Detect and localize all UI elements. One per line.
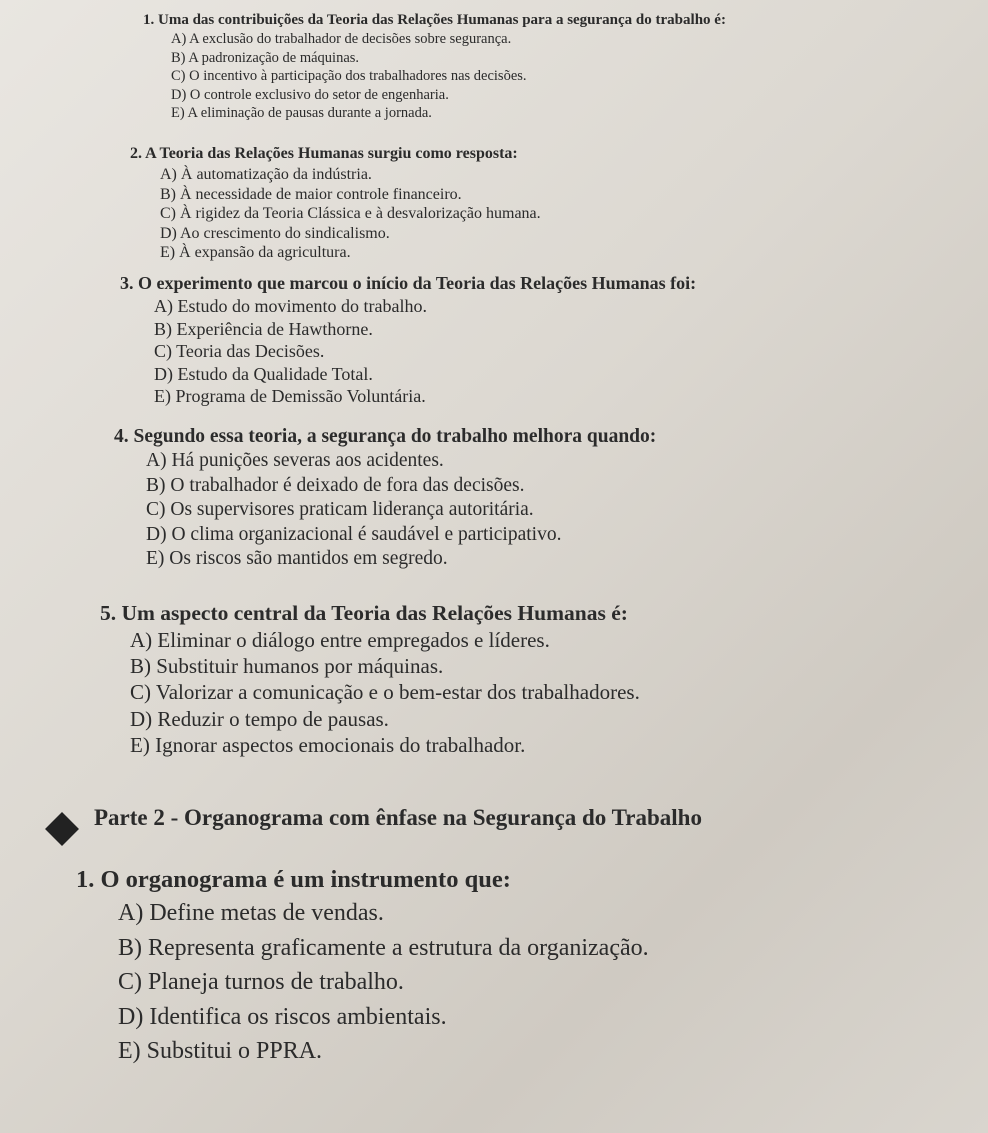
question-1 <box>143 10 726 123</box>
answer-options <box>171 30 726 123</box>
answer-option-b: B) Representa graficamente a estrutura da organização. <box>118 934 649 961</box>
answer-options <box>146 449 656 572</box>
question-stem: 4. Segundo essa teoria, a segurança do trabalho melhora quando: <box>114 426 657 447</box>
answer-option-d: D) O controle exclusivo do setor de engenharia. <box>171 86 449 103</box>
question-stem: 2. A Teoria das Relações Humanas surgiu como resposta: <box>130 145 518 162</box>
part-2-question-1 <box>76 864 649 1069</box>
answer-option-e: E) Ignorar aspectos emocionais do trabalhador. <box>130 732 526 757</box>
answer-option-c: C) Planeja turnos de trabalho. <box>118 969 404 995</box>
question-stem: 1. O organograma é um instrumento que: <box>76 866 511 893</box>
answer-option-e: E) A eliminação de pausas durante a jornada. <box>171 105 432 121</box>
answer-option-b: B) O trabalhador é deixado de fora das decisões. <box>146 474 525 496</box>
section-header-part-2 <box>42 795 702 841</box>
answer-option-c: C) Valorizar a comunicação e o bem-estar dos trabalhadores. <box>130 680 640 705</box>
answer-option-c: C) Teoria das Decisões. <box>154 341 325 362</box>
answer-option-a: A) Estudo do movimento do trabalho. <box>154 296 427 316</box>
question-stem: 5. Um aspecto central da Teoria das Relações Humanas é: <box>100 601 628 625</box>
answer-option-c: C) O incentivo à participação dos trabalhadores nas decisões. <box>171 68 527 84</box>
question-stem: 3. O experimento que marcou o início da Teoria das Relações Humanas foi: <box>120 273 697 293</box>
question-4 <box>114 424 656 572</box>
answer-option-d: D) Identifica os riscos ambientais. <box>118 1003 447 1030</box>
answer-option-a: A) À automatização da indústria. <box>160 166 372 183</box>
answer-option-a: A) A exclusão do trabalhador de decisões sobre segurança. <box>171 31 512 47</box>
answer-options <box>118 896 649 1069</box>
answer-option-e: E) Os riscos são mantidos em segredo. <box>146 548 448 570</box>
answer-option-b: B) Experiência de Hawthorne. <box>154 318 373 339</box>
section-title: Parte 2 - Organograma com ênfase na Segurança do Trabalho <box>94 805 702 830</box>
answer-option-d: D) Ao crescimento do sindicalismo. <box>160 224 390 242</box>
answer-options <box>130 627 640 758</box>
answer-options <box>154 295 696 408</box>
answer-options <box>160 165 541 263</box>
question-stem: 1. Uma das contribuições da Teoria das Relações Humanas para a segurança do trabalho é: <box>143 12 726 28</box>
question-3 <box>120 271 696 408</box>
answer-option-e: E) Programa de Demissão Voluntária. <box>154 386 426 407</box>
answer-option-a: A) Define metas de vendas. <box>118 900 384 926</box>
diamond-bullet-icon <box>45 812 79 846</box>
answer-option-d: D) Reduzir o tempo de pausas. <box>130 706 389 731</box>
answer-option-d: D) O clima organizacional é saudável e participativo. <box>146 523 562 545</box>
answer-option-c: C) À rigidez da Teoria Clássica e à desvalorização humana. <box>160 205 541 223</box>
answer-option-a: A) Eliminar o diálogo entre empregados e líderes. <box>130 628 550 652</box>
answer-option-b: B) A padronização de máquinas. <box>171 49 360 66</box>
answer-option-b: B) À necessidade de maior controle financeiro. <box>160 185 462 203</box>
answer-option-c: C) Os supervisores praticam liderança autoritária. <box>146 499 534 521</box>
answer-option-e: E) Substitui o PPRA. <box>118 1038 323 1064</box>
question-2 <box>130 143 541 263</box>
answer-option-e: E) À expansão da agricultura. <box>160 244 351 262</box>
answer-option-b: B) Substituir humanos por máquinas. <box>130 654 444 679</box>
answer-option-d: D) Estudo da Qualidade Total. <box>154 363 373 384</box>
answer-option-a: A) Há punições severas aos acidentes. <box>146 450 444 471</box>
question-5 <box>100 600 640 758</box>
